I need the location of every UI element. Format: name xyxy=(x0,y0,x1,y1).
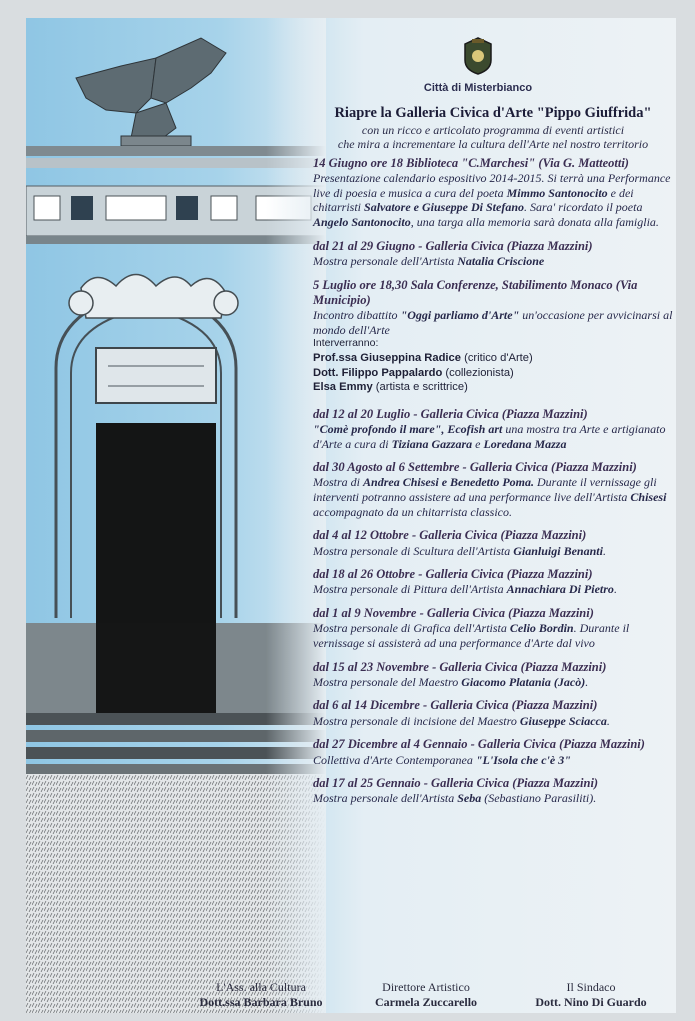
city-header xyxy=(353,36,603,95)
event-9 xyxy=(313,660,673,690)
signature-row xyxy=(181,980,671,1010)
event-10 xyxy=(313,698,673,728)
event-7 xyxy=(313,567,673,597)
speaker: Elsa Emmy (artista e scrittrice) xyxy=(313,381,468,394)
event-description: Mostra personale di incisione del Maestro Giuseppe Sciacca. xyxy=(313,713,610,728)
event-description: Mostra personale dell'Artista Seba (Sebastiano Parasiliti). xyxy=(313,791,597,806)
event-date: dal 15 al 23 Novembre - Galleria Civica (Piazza Mazzini) xyxy=(313,659,607,674)
speaker: Dott. Filippo Pappalardo (collezionista) xyxy=(313,366,514,379)
signature-mayor: Il Sindaco Dott. Nino Di Guardo xyxy=(535,980,647,1009)
event-description: Mostra di Andrea Chisesi e Benedetto Poma. Durante il vernissage gli interventi potranno assistere ad una performance live dell'Artista Chisesi accompagnato da un chitarrista classico. xyxy=(313,475,667,519)
event-description: Mostra personale del Maestro Giacomo Platania (Jacò). xyxy=(313,674,589,689)
event-program xyxy=(313,36,673,806)
event-date: dal 6 al 14 Dicembre - Galleria Civica (Piazza Mazzini) xyxy=(313,698,598,713)
poster xyxy=(26,18,676,1013)
event-description: Mostra personale di Grafica dell'Artista Celio Bordin. Durante il vernissage si assisterà ad una performance d'Arte dal vivo xyxy=(313,621,630,650)
speaker: Prof.ssa Giuseppina Radice (critico d'Arte) xyxy=(313,351,533,364)
signature-director: Direttore Artistico Carmela Zuccarello xyxy=(374,980,478,1009)
event-description: Presentazione calendario espositivo 2014-2015. Si terrà una Performance live di poesia e musica a cura del poeta Mimmo Santonocito e dei chitarristi Salvatore e Giuseppe Di Stefano. Sara' ricordato il poeta Angelo Santonocito, una targa alla memoria sarà donata alla famiglia. xyxy=(313,171,671,230)
event-12 xyxy=(313,776,673,806)
event-description: Mostra personale dell'Artista Natalia Criscione xyxy=(313,253,545,268)
event-date: dal 21 al 29 Giugno - Galleria Civica (Piazza Mazzini) xyxy=(313,238,593,253)
event-date: dal 12 al 20 Luglio - Galleria Civica (Piazza Mazzini) xyxy=(313,406,588,421)
event-description: Collettiva d'Arte Contemporanea "L'Isola che c'è 3" xyxy=(313,752,571,767)
event-5 xyxy=(313,460,673,519)
event-date: 14 Giugno ore 18 Biblioteca "C.Marchesi" (Via G. Matteotti) xyxy=(313,155,629,170)
event-description: Mostra personale di Scultura dell'Artista Gianluigi Benanti. xyxy=(313,543,606,558)
poster-subtitle-1: con un ricco e articolato programma di eventi artistici xyxy=(361,122,625,137)
event-description: Mostra personale di Pittura dell'Artista Annachiara Di Pietro. xyxy=(313,582,617,597)
event-date: dal 30 Agosto al 6 Settembre - Galleria Civica (Piazza Mazzini) xyxy=(313,460,637,475)
event-date: dal 1 al 9 Novembre - Galleria Civica (Piazza Mazzini) xyxy=(313,606,594,621)
city-crest-icon xyxy=(461,36,495,76)
speaker-list: Interverranno: Prof.ssa Giuseppina Radice (critico d'Arte) Dott. Filippo Pappalardo (collezionista) Elsa Emmy (artista e scrittrice) xyxy=(313,337,673,394)
event-date: dal 27 Dicembre al 4 Gennaio - Galleria Civica (Piazza Mazzini) xyxy=(313,737,645,752)
event-date: dal 18 al 26 Ottobre - Galleria Civica (Piazza Mazzini) xyxy=(313,567,593,582)
event-1 xyxy=(313,156,673,230)
signature-assessor: L'Ass. alla Cultura Dott.ssa Barbara Bruno xyxy=(199,980,323,1009)
event-2 xyxy=(313,239,673,269)
event-8 xyxy=(313,606,673,651)
event-description: "Comè profondo il mare", Ecofish art una mostra tra Arte e artigianato d'Arte a cura di Tiziana Gazzara e Loredana Mazza xyxy=(313,421,666,451)
event-description: Incontro dibattito "Oggi parliamo d'Arte" un'occasione per avvicinarsi al mondo dell'Arte xyxy=(313,308,673,337)
event-3 xyxy=(313,278,673,395)
poster-subtitle-2: che mira a incrementare la cultura dell'Arte nel nostro territorio xyxy=(337,137,649,152)
poster-title: Riapre la Galleria Civica d'Arte "Pippo Giuffrida" xyxy=(334,105,652,122)
event-date: 5 Luglio ore 18,30 Sala Conferenze, Stabilimento Monaco (Via Municipio) xyxy=(313,277,638,307)
city-name: Città di Misterbianco xyxy=(423,81,533,94)
event-6 xyxy=(313,528,673,558)
event-11 xyxy=(313,737,673,767)
event-4 xyxy=(313,407,673,452)
event-date: dal 17 al 25 Gennaio - Galleria Civica (Piazza Mazzini) xyxy=(313,776,599,791)
event-date: dal 4 al 12 Ottobre - Galleria Civica (Piazza Mazzini) xyxy=(313,528,587,543)
building-facade-illustration xyxy=(26,18,326,1013)
